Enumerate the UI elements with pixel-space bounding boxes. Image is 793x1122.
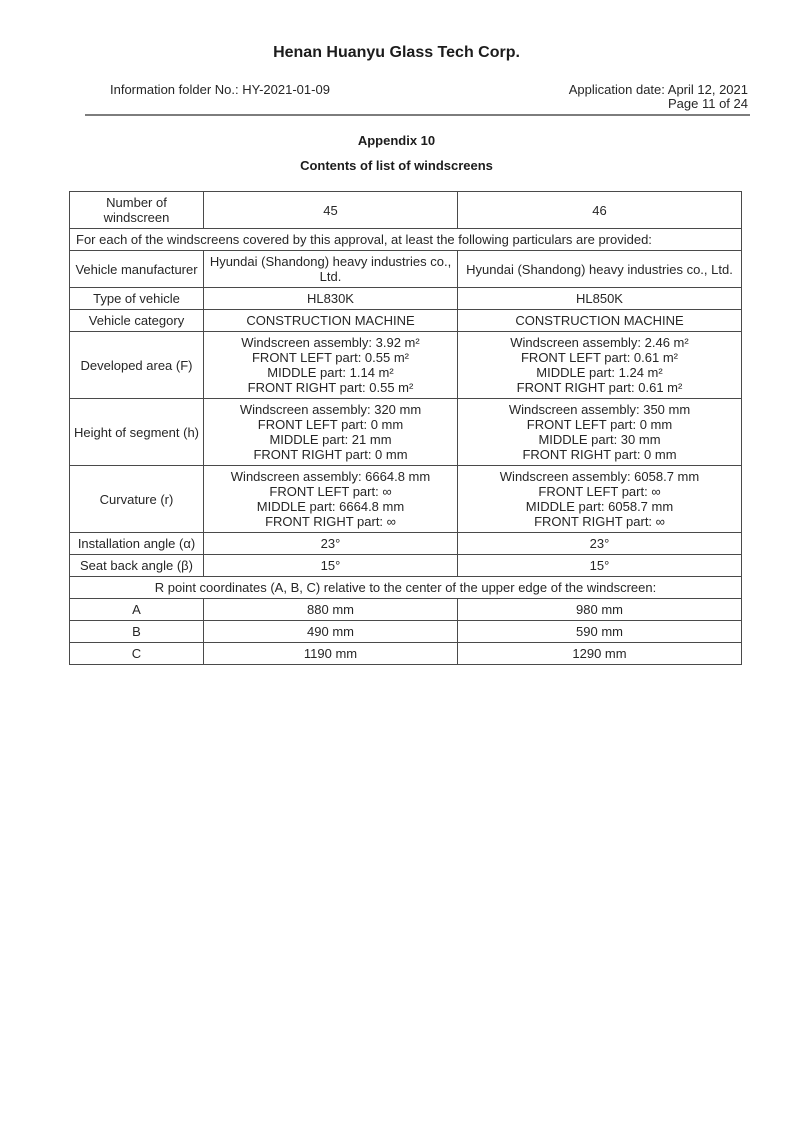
row-label-type: Type of vehicle	[70, 288, 204, 310]
curvature-ws45-line4: FRONT RIGHT part: ∞	[265, 514, 396, 529]
row-label-seatback-angle: Seat back angle (β)	[70, 555, 204, 577]
table-row-note	[70, 229, 742, 251]
curvature-ws46-line3: MIDDLE part: 6058.7 mm	[525, 499, 674, 514]
cell-installation-ws46: 23°	[458, 533, 742, 555]
height-ws45-line1: Windscreen assembly: 320 mm	[239, 402, 422, 417]
cell-number-ws46: 46	[458, 192, 742, 229]
rpoint-header-cell: R point coordinates (A, B, C) relative to the center of the upper edge of the windscreen:	[70, 577, 742, 599]
table-row-coordinate-b	[70, 621, 742, 643]
row-label-manufacturer: Vehicle manufacturer	[70, 251, 204, 288]
cell-category-ws46: CONSTRUCTION MACHINE	[458, 310, 742, 332]
cell-b-ws45: 490 mm	[204, 621, 458, 643]
height-ws46-line1: Windscreen assembly: 350 mm	[508, 402, 691, 417]
cell-type-ws45: HL830K	[204, 288, 458, 310]
cell-category-ws45: CONSTRUCTION MACHINE	[204, 310, 458, 332]
height-ws45-line4: FRONT RIGHT part: 0 mm	[253, 447, 408, 462]
curvature-ws45-line2: FRONT LEFT part: ∞	[269, 484, 392, 499]
table-row-area	[70, 332, 742, 399]
cell-seatback-ws45: 15°	[204, 555, 458, 577]
curvature-ws46-line1: Windscreen assembly: 6058.7 mm	[499, 469, 700, 484]
info-folder-number: Information folder No.: HY-2021-01-09	[110, 82, 330, 97]
area-ws46-line2: FRONT LEFT part: 0.61 m²	[520, 350, 678, 365]
row-label-installation-angle: Installation angle (α)	[70, 533, 204, 555]
appendix-title: Appendix 10	[357, 133, 436, 148]
area-ws46-line3: MIDDLE part: 1.24 m²	[536, 365, 663, 380]
cell-a-ws46: 980 mm	[458, 599, 742, 621]
page-number: Page 11 of 24	[668, 96, 748, 111]
row-label-c: C	[70, 643, 204, 665]
row-label-a: A	[70, 599, 204, 621]
area-ws46-line1: Windscreen assembly: 2.46 m²	[510, 335, 689, 350]
height-ws45-line3: MIDDLE part: 21 mm	[269, 432, 392, 447]
cell-height-ws46	[458, 399, 742, 466]
contents-subtitle: Contents of list of windscreens	[300, 158, 493, 173]
height-ws46-line4: FRONT RIGHT part: 0 mm	[522, 447, 677, 462]
cell-a-ws45: 880 mm	[204, 599, 458, 621]
table-row-category	[70, 310, 742, 332]
height-ws46-line2: FRONT LEFT part: 0 mm	[526, 417, 673, 432]
cell-number-ws45: 45	[204, 192, 458, 229]
height-ws46-line3: MIDDLE part: 30 mm	[538, 432, 661, 447]
table-row-curvature	[70, 466, 742, 533]
table-row-installation-angle	[70, 533, 742, 555]
cell-area-ws46	[458, 332, 742, 399]
row-label-category: Vehicle category	[70, 310, 204, 332]
table-row-manufacturer	[70, 251, 742, 288]
company-title: Henan Huanyu Glass Tech Corp.	[273, 44, 520, 61]
cell-c-ws46: 1290 mm	[458, 643, 742, 665]
area-ws45-line4: FRONT RIGHT part: 0.55 m²	[247, 380, 414, 395]
area-ws45-line2: FRONT LEFT part: 0.55 m²	[251, 350, 409, 365]
row-label-number: Number of windscreen	[70, 192, 204, 229]
cell-area-ws45	[204, 332, 458, 399]
table-row-height	[70, 399, 742, 466]
row-label-area: Developed area (F)	[70, 332, 204, 399]
header-info-row	[110, 83, 748, 111]
header-divider	[85, 114, 750, 116]
cell-manufacturer-ws46: Hyundai (Shandong) heavy industries co., Ltd.	[458, 251, 742, 288]
curvature-ws46-line4: FRONT RIGHT part: ∞	[534, 514, 665, 529]
cell-b-ws46: 590 mm	[458, 621, 742, 643]
table-row-seatback-angle	[70, 555, 742, 577]
cell-curvature-ws46	[458, 466, 742, 533]
area-ws46-line4: FRONT RIGHT part: 0.61 m²	[516, 380, 683, 395]
table-row-coordinate-a	[70, 599, 742, 621]
cell-curvature-ws45	[204, 466, 458, 533]
table-row-coordinate-c	[70, 643, 742, 665]
row-label-curvature: Curvature (r)	[70, 466, 204, 533]
curvature-ws46-line2: FRONT LEFT part: ∞	[538, 484, 661, 499]
cell-c-ws45: 1190 mm	[204, 643, 458, 665]
cell-installation-ws45: 23°	[204, 533, 458, 555]
row-label-height: Height of segment (h)	[70, 399, 204, 466]
row-label-b: B	[70, 621, 204, 643]
area-ws45-line3: MIDDLE part: 1.14 m²	[267, 365, 394, 380]
cell-type-ws46: HL850K	[458, 288, 742, 310]
table-row-rpoint-header	[70, 577, 742, 599]
header-info-right	[569, 83, 748, 111]
curvature-ws45-line1: Windscreen assembly: 6664.8 mm	[230, 469, 431, 484]
area-ws45-line1: Windscreen assembly: 3.92 m²	[241, 335, 420, 350]
application-date: Application date: April 12, 2021	[568, 82, 748, 97]
table-row-type	[70, 288, 742, 310]
cell-height-ws45	[204, 399, 458, 466]
windscreen-table	[69, 191, 742, 665]
cell-seatback-ws46: 15°	[458, 555, 742, 577]
cell-manufacturer-ws45: Hyundai (Shandong) heavy industries co., Ltd.	[204, 251, 458, 288]
table-row-number	[70, 192, 742, 229]
height-ws45-line2: FRONT LEFT part: 0 mm	[257, 417, 404, 432]
note-cell: For each of the windscreens covered by this approval, at least the following particulars are provided:	[70, 229, 742, 251]
curvature-ws45-line3: MIDDLE part: 6664.8 mm	[256, 499, 405, 514]
